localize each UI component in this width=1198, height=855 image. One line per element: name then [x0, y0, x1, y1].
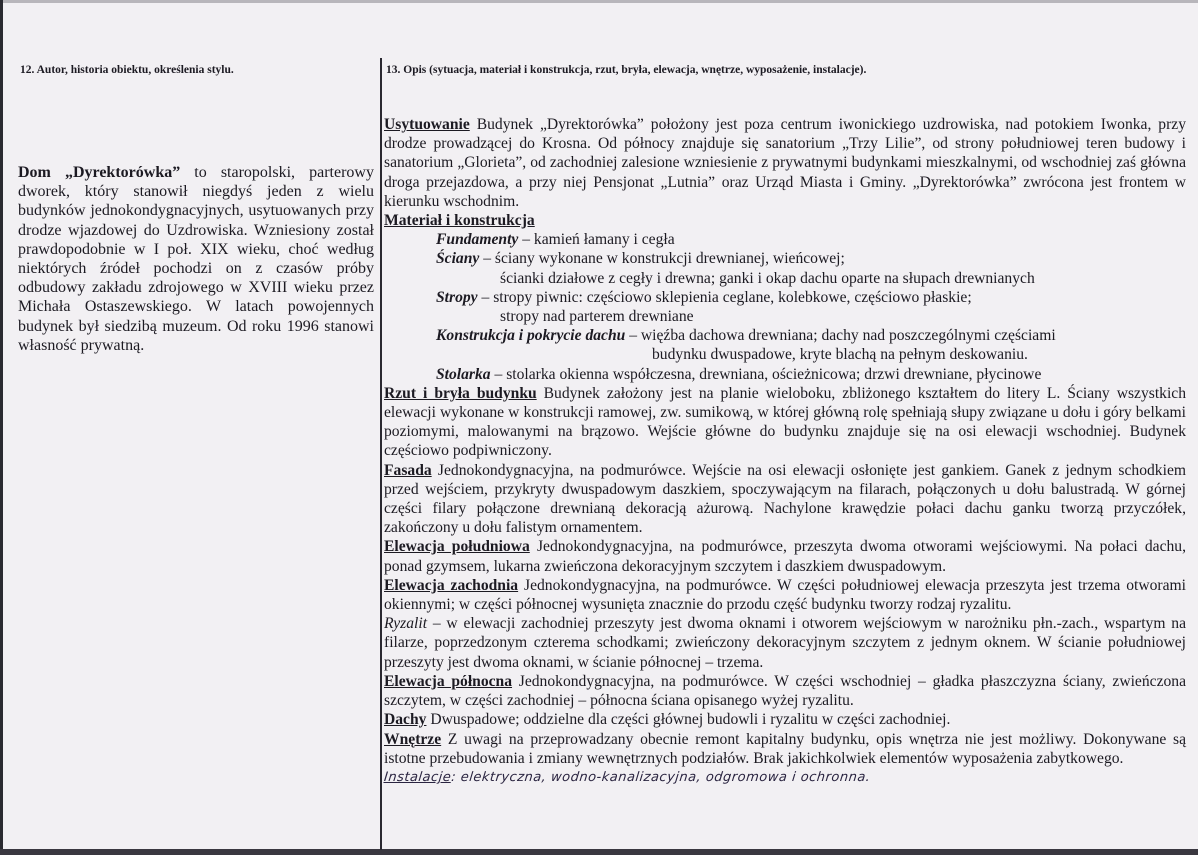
elewacja-polnocna-text: Jednokondygnacyjna, na podmurówce. W części wschodniej – gładka płaszczyzna ściany, zwieńczona szczytem, w części zachodniej – północna ściana opisanego wyżej ryzalitu. — [384, 672, 1187, 710]
ryzalit-heading: Ryzalit — [384, 615, 428, 633]
instalacje-heading: Instalacje — [383, 769, 453, 785]
elewacja-poludniowa-paragraph — [384, 537, 1186, 575]
rzut-text: Budynek założony jest na planie wieloboku, zbliżonego kształtem do litery L. Ściany wszystkich elewacji wykonane w konstrukcji ramowej, zw. sumikową, w której główną rolę spełniają słupy związane u dołu i góry belkami poziomymi, malowanymi na brązowo. Wejście główne do budynku znajduje się na osi elewacji wschodniej. Budynek częściowo podpiwniczony. — [384, 384, 1186, 460]
item-label: Ściany — [436, 250, 480, 268]
rzut-heading: Rzut i bryła budynku — [384, 384, 537, 402]
material-item-stolarka — [384, 365, 1186, 384]
fasada-paragraph — [384, 461, 1186, 538]
page-border-top — [0, 0, 1198, 3]
material-item-dach — [384, 326, 1186, 345]
dachy-paragraph — [384, 710, 1186, 729]
usytuowanie-paragraph — [384, 115, 1186, 211]
section-13-title: 13. Opis (sytuacja, materiał i konstrukcja, rzut, bryła, elewacja, wnętrze, wyposażenie, instalacje). — [386, 64, 867, 76]
item-label: Stolarka — [436, 365, 491, 383]
fasada-text: Jednokondygnacyjna, na podmurówce. Wejście na osi elewacji osłonięte jest gankiem. Ganek z jednym schodkiem przed wejściem, przykryty dwuspadowym daszkiem, spoczywającym na filarach, połączonych u dołu balustradą. W górnej części filary połączone drewnianą dekoracją ażurową. Nachylone krawędzie połaci dachu ganku tworzą przyczółek, zakończony u dołu falistym ornamentem. — [384, 461, 1186, 537]
history-paragraph — [18, 163, 374, 355]
elewacja-polnocna-heading: Elewacja północna — [384, 672, 513, 690]
material-item-stropy-cont: stropy nad parterem drewniane — [500, 308, 694, 326]
fasada-heading: Fasada — [384, 461, 432, 479]
usytuowanie-heading: Usytuowanie — [384, 116, 470, 133]
item-label: Stropy — [436, 288, 478, 306]
ryzalit-text: – w elewacji zachodniej przeszyty jest dwoma oknami i otworem wejściowym w narożniku płn.-zach., wspartym na filarze, poprzedzonym czterema schodkami; zwieńczony dekoracyjnym szczytem z jednym oknem. W ścianie południowej przeszyty jest dwoma oknami, w ścianie północnej – trzema. — [384, 615, 1186, 671]
elewacja-poludniowa-heading: Elewacja południowa — [384, 538, 530, 556]
item-text: – więźba dachowa drewniana; dachy nad poszczególnymi częściami — [625, 327, 1056, 345]
page-border-bottom — [0, 849, 1198, 855]
item-label: Konstrukcja i pokrycie dachu — [436, 327, 626, 345]
wnetrze-paragraph — [384, 730, 1186, 768]
item-text: – kamień łamany i cegła — [518, 231, 675, 249]
description-body — [384, 115, 1186, 787]
elewacja-zachodnia-paragraph — [384, 576, 1186, 614]
history-lead: Dom „Dyrektorówka” — [18, 164, 181, 181]
wnetrze-heading: Wnętrze — [384, 730, 442, 748]
wnetrze-text: Z uwagi na przeprowadzany obecnie remont kapitalny budynku, opis wnętrza nie jest możliwy. Dokonywane są istotne przebudowania i zmiany wewnętrznych podziałów. Brak jakichkolwiek elementów wyposażenia zabytkowego. — [384, 730, 1186, 767]
rzut-paragraph — [384, 384, 1186, 461]
material-item-sciany — [384, 249, 1186, 268]
item-text: – ściany wykonane w konstrukcji drewnianej, wieńcowej; — [479, 250, 845, 268]
section-12-title: 12. Autor, historia obiektu, określenia stylu. — [20, 64, 234, 76]
item-text: – stolarka okienna współczesna, drewniana, ościeżnicowa; drzwi drewniane, płycinowe — [490, 365, 1042, 383]
item-label: Fundamenty — [436, 231, 519, 249]
usytuowanie-text: Budynek „Dyrektorówka” położony jest poza centrum iwonickiego uzdrowiska, nad potokiem Iwonka, przy drodze prowadzącej do Krosna. Od północy znajduje się sanatorium „Trzy Lilie”, od strony południowej teren budowy i sanatorium „Glorieta”, od zachodniej zalesione wzniesienie z prywatnymi budynkami mieszkalnymi, od wschodniej zaś główna droga przejazdowa, a przy niej Pensjonat „Lutnia” oraz Urząd Miasta i Gminy. „Dyrektorówka” zwrócona jest frontem w kierunku wschodnim. — [384, 116, 1186, 210]
elewacja-polnocna-paragraph — [384, 672, 1186, 710]
material-item-fundamenty — [384, 230, 1186, 249]
column-divider — [380, 58, 382, 850]
elewacja-zachodnia-text: Jednokondygnacyjna, na podmurówce. W części południowej elewacja przeszyta jest trzema otworami okiennymi; w części północnej wysunięta znacznie do przodu część budynku tworzy rodzaj ryzalitu. — [384, 576, 1186, 614]
dachy-text: Dwuspadowe; oddzielne dla części głównej budowli i ryzalitu w części zachodniej. — [426, 711, 951, 729]
dachy-heading: Dachy — [384, 711, 427, 729]
elewacja-poludniowa-text: Jednokondygnacyjna, na podmurówce, przeszyta dwoma otworami wejściowymi. Na połaci dachu, ponad gzymsem, lukarna zwieńczona dekoracyjnym szczytem i daszkiem dwuspadowym. — [384, 538, 1186, 575]
material-item-dach-cont: budynku dwuspadowe, kryte blachą na pełnym deskowaniu. — [652, 346, 1028, 364]
instalacje-text: : elektryczna, wodno-kanalizacyjna, odgromowa i ochronna. — [450, 769, 872, 785]
history-text: to staropolski, parterowy dworek, który stanowił niegdyś jeden z wielu budynków jednokondygnacyjnych, usytuowanych przy drodze wjazdowej do Uzdrowiska. Wzniesiony został prawdopodobnie w I poł. XIX wieku, choć według niektórych źródeł pochodzi on z czasów próby odbudowy zakładu zdrojowego w XVIII wieku przez Michała Ostaszewskiego. W latach powojennych budynek był siedzibą muzeum. Od roku 1996 stanowi własność prywatną. — [18, 164, 374, 354]
material-item-sciany-cont: ścianki działowe z cegły i drewna; ganki i okap dachu oparte na słupach drewnianych — [500, 269, 1035, 287]
instalacje-handwritten — [383, 768, 1187, 787]
elewacja-zachodnia-heading: Elewacja zachodnia — [384, 576, 519, 594]
page-border-left — [0, 0, 3, 855]
ryzalit-paragraph — [384, 614, 1186, 672]
item-text: – stropy piwnic: częściowo sklepienia ceglane, kolebkowe, częściowo płaskie; — [477, 288, 972, 306]
material-item-stropy — [384, 288, 1186, 307]
material-heading: Materiał i konstrukcja — [384, 212, 535, 230]
